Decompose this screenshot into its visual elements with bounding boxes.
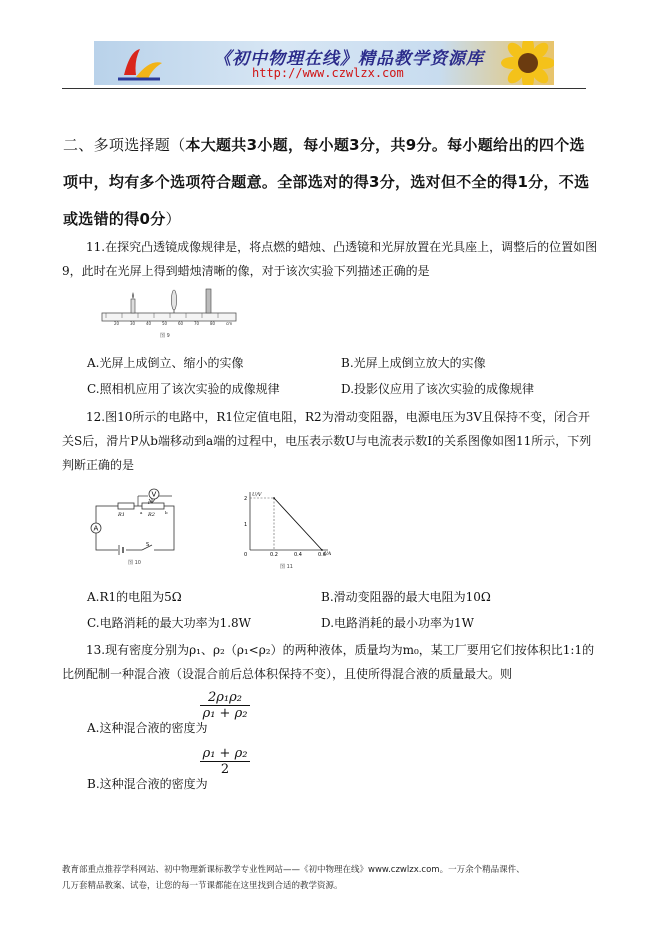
- q12-option-c[interactable]: C.电路消耗的最大功率为1.8W: [87, 616, 251, 630]
- chart-x-tick-label: 0.6: [318, 552, 326, 558]
- switch-label: S: [146, 542, 150, 548]
- optical-bench-figure: [100, 283, 240, 339]
- section-heading: [63, 127, 593, 238]
- r2-label: R2: [148, 512, 155, 518]
- fraction-numerator: ρ₁ + ρ₂: [200, 746, 250, 762]
- q13-option-a-fraction: [200, 690, 250, 721]
- rheostat-r2: [142, 503, 164, 509]
- q11-option-b[interactable]: B.光屏上成倒立放大的实像: [341, 356, 486, 370]
- q12-option-a[interactable]: A.R1的电阻为5Ω: [87, 590, 182, 604]
- voltmeter-label: V: [151, 490, 157, 499]
- chart-y-tick-label: 1: [244, 522, 248, 528]
- chart-xlabel: I/A: [324, 551, 332, 557]
- ruler-tick-label: 70: [194, 321, 200, 326]
- logo-icon: [110, 45, 170, 83]
- ruler-tick-label: 60: [178, 321, 184, 326]
- ruler-tick-label: 50: [162, 321, 168, 326]
- question-13-stem: 13.现有密度分别为ρ₁、ρ₂（ρ₁<ρ₂）的两种液体，质量均为m₀，某工厂要用它们按体积比1:1的比例配制一种混合液（设混合前后总体积保持不变），且使所得混合液的质量最大。则: [62, 643, 595, 681]
- q11-option-a[interactable]: A.光屏上成倒立、缩小的实像: [87, 356, 244, 370]
- q13-option-a[interactable]: A.这种混合液的密度为: [87, 721, 208, 735]
- end-a-label: a: [140, 510, 143, 515]
- section-close: ）: [165, 210, 181, 228]
- banner-url[interactable]: http://www.czwlzx.com: [252, 66, 404, 80]
- ruler-tick-label: 80: [210, 321, 216, 326]
- chart-ylabel: U/V: [252, 492, 262, 498]
- chart-y-tick-label: 2: [244, 496, 248, 502]
- q11-option-d[interactable]: D.投影仪应用了该次实验的成像规律: [341, 382, 535, 396]
- q13-option-b[interactable]: B.这种混合液的密度为: [87, 777, 208, 791]
- fraction-denominator: 2: [220, 762, 230, 777]
- section-instructions: 本大题共3小题，每小题3分，共9分。每小题给出的四个选项中，均有多个选项符合题意。全部选对的得3分，选对但不全的得1分，不选或选错的得0分: [63, 136, 590, 228]
- end-b-label: b: [165, 510, 168, 515]
- footer-line-2: 几万套精品教案、试卷，让您的每一节课都能在这里找到合适的教学资源。: [62, 881, 343, 891]
- fraction-denominator: ρ₁ + ρ₂: [202, 706, 248, 721]
- r1-label: R1: [118, 512, 125, 518]
- q12-option-d[interactable]: D.电路消耗的最小功率为1W: [321, 616, 474, 630]
- q12-option-b[interactable]: B.滑动变阻器的最大电阻为10Ω: [321, 590, 491, 604]
- ui-graph-figure-11: [236, 488, 340, 570]
- fraction-numerator: 2ρ₁ρ₂: [200, 690, 250, 706]
- ruler-tick-label: 20: [114, 321, 120, 326]
- q11-option-c[interactable]: C.照相机应用了该次实验的成像规律: [87, 382, 280, 396]
- ruler-tick-label: cm: [226, 321, 233, 326]
- sunflower-icon: [492, 41, 554, 85]
- ammeter-label: A: [93, 524, 99, 533]
- chart-series-line: [274, 498, 322, 550]
- figure-10-caption: 图 10: [128, 560, 141, 566]
- candle-icon: [131, 292, 135, 313]
- footer-line-1: 教育部重点推荐学科网站、初中物理新课标教学专业性网站——《初中物理在线》www.czwlzx.com。一万余个精品课件、: [62, 865, 525, 875]
- chart-point: [273, 497, 275, 499]
- chart-point: [321, 549, 323, 551]
- ruler-tick-label: 40: [146, 321, 152, 326]
- page-footer: [62, 862, 602, 894]
- q13-option-b-fraction: [200, 746, 250, 777]
- chart-x-tick-label: 0.4: [294, 552, 302, 558]
- section-number: 二、多项选择题（: [63, 136, 186, 154]
- question-11-stem: 11.在探究凸透镜成像规律是，将点燃的蜡烛、凸透镜和光屏放置在光具座上，调整后的位置如图9，此时在光屏上得到蜡烛清晰的像，对于该次实验下列描述正确的是: [62, 240, 598, 278]
- figure-9-caption: 图 9: [160, 333, 170, 339]
- resistor-r1: [118, 503, 134, 509]
- screen-icon: [206, 289, 211, 313]
- question-12-stem: 12.图10所示的电路中，R1位定值电阻，R2为滑动变阻器，电源电压为3V且保持不变，闭合开关S后，滑片P从b端移动到a端的过程中，电压表示数U与电流表示数I的关系图像如图11所示，下列判断正确的是: [62, 410, 592, 472]
- slider-p-label: P: [148, 500, 151, 505]
- chart-origin-label: 0: [244, 552, 248, 558]
- lens-icon: [171, 290, 176, 313]
- header-banner: [94, 41, 554, 85]
- figure-11-caption: 图 11: [280, 564, 293, 570]
- header-rule: [62, 88, 586, 89]
- banner-title: 《初中物理在线》精品教学资源库: [214, 49, 484, 69]
- circuit-figure-10: [88, 484, 184, 566]
- chart-x-tick-label: 0.2: [270, 552, 278, 558]
- ruler-tick-label: 30: [130, 321, 136, 326]
